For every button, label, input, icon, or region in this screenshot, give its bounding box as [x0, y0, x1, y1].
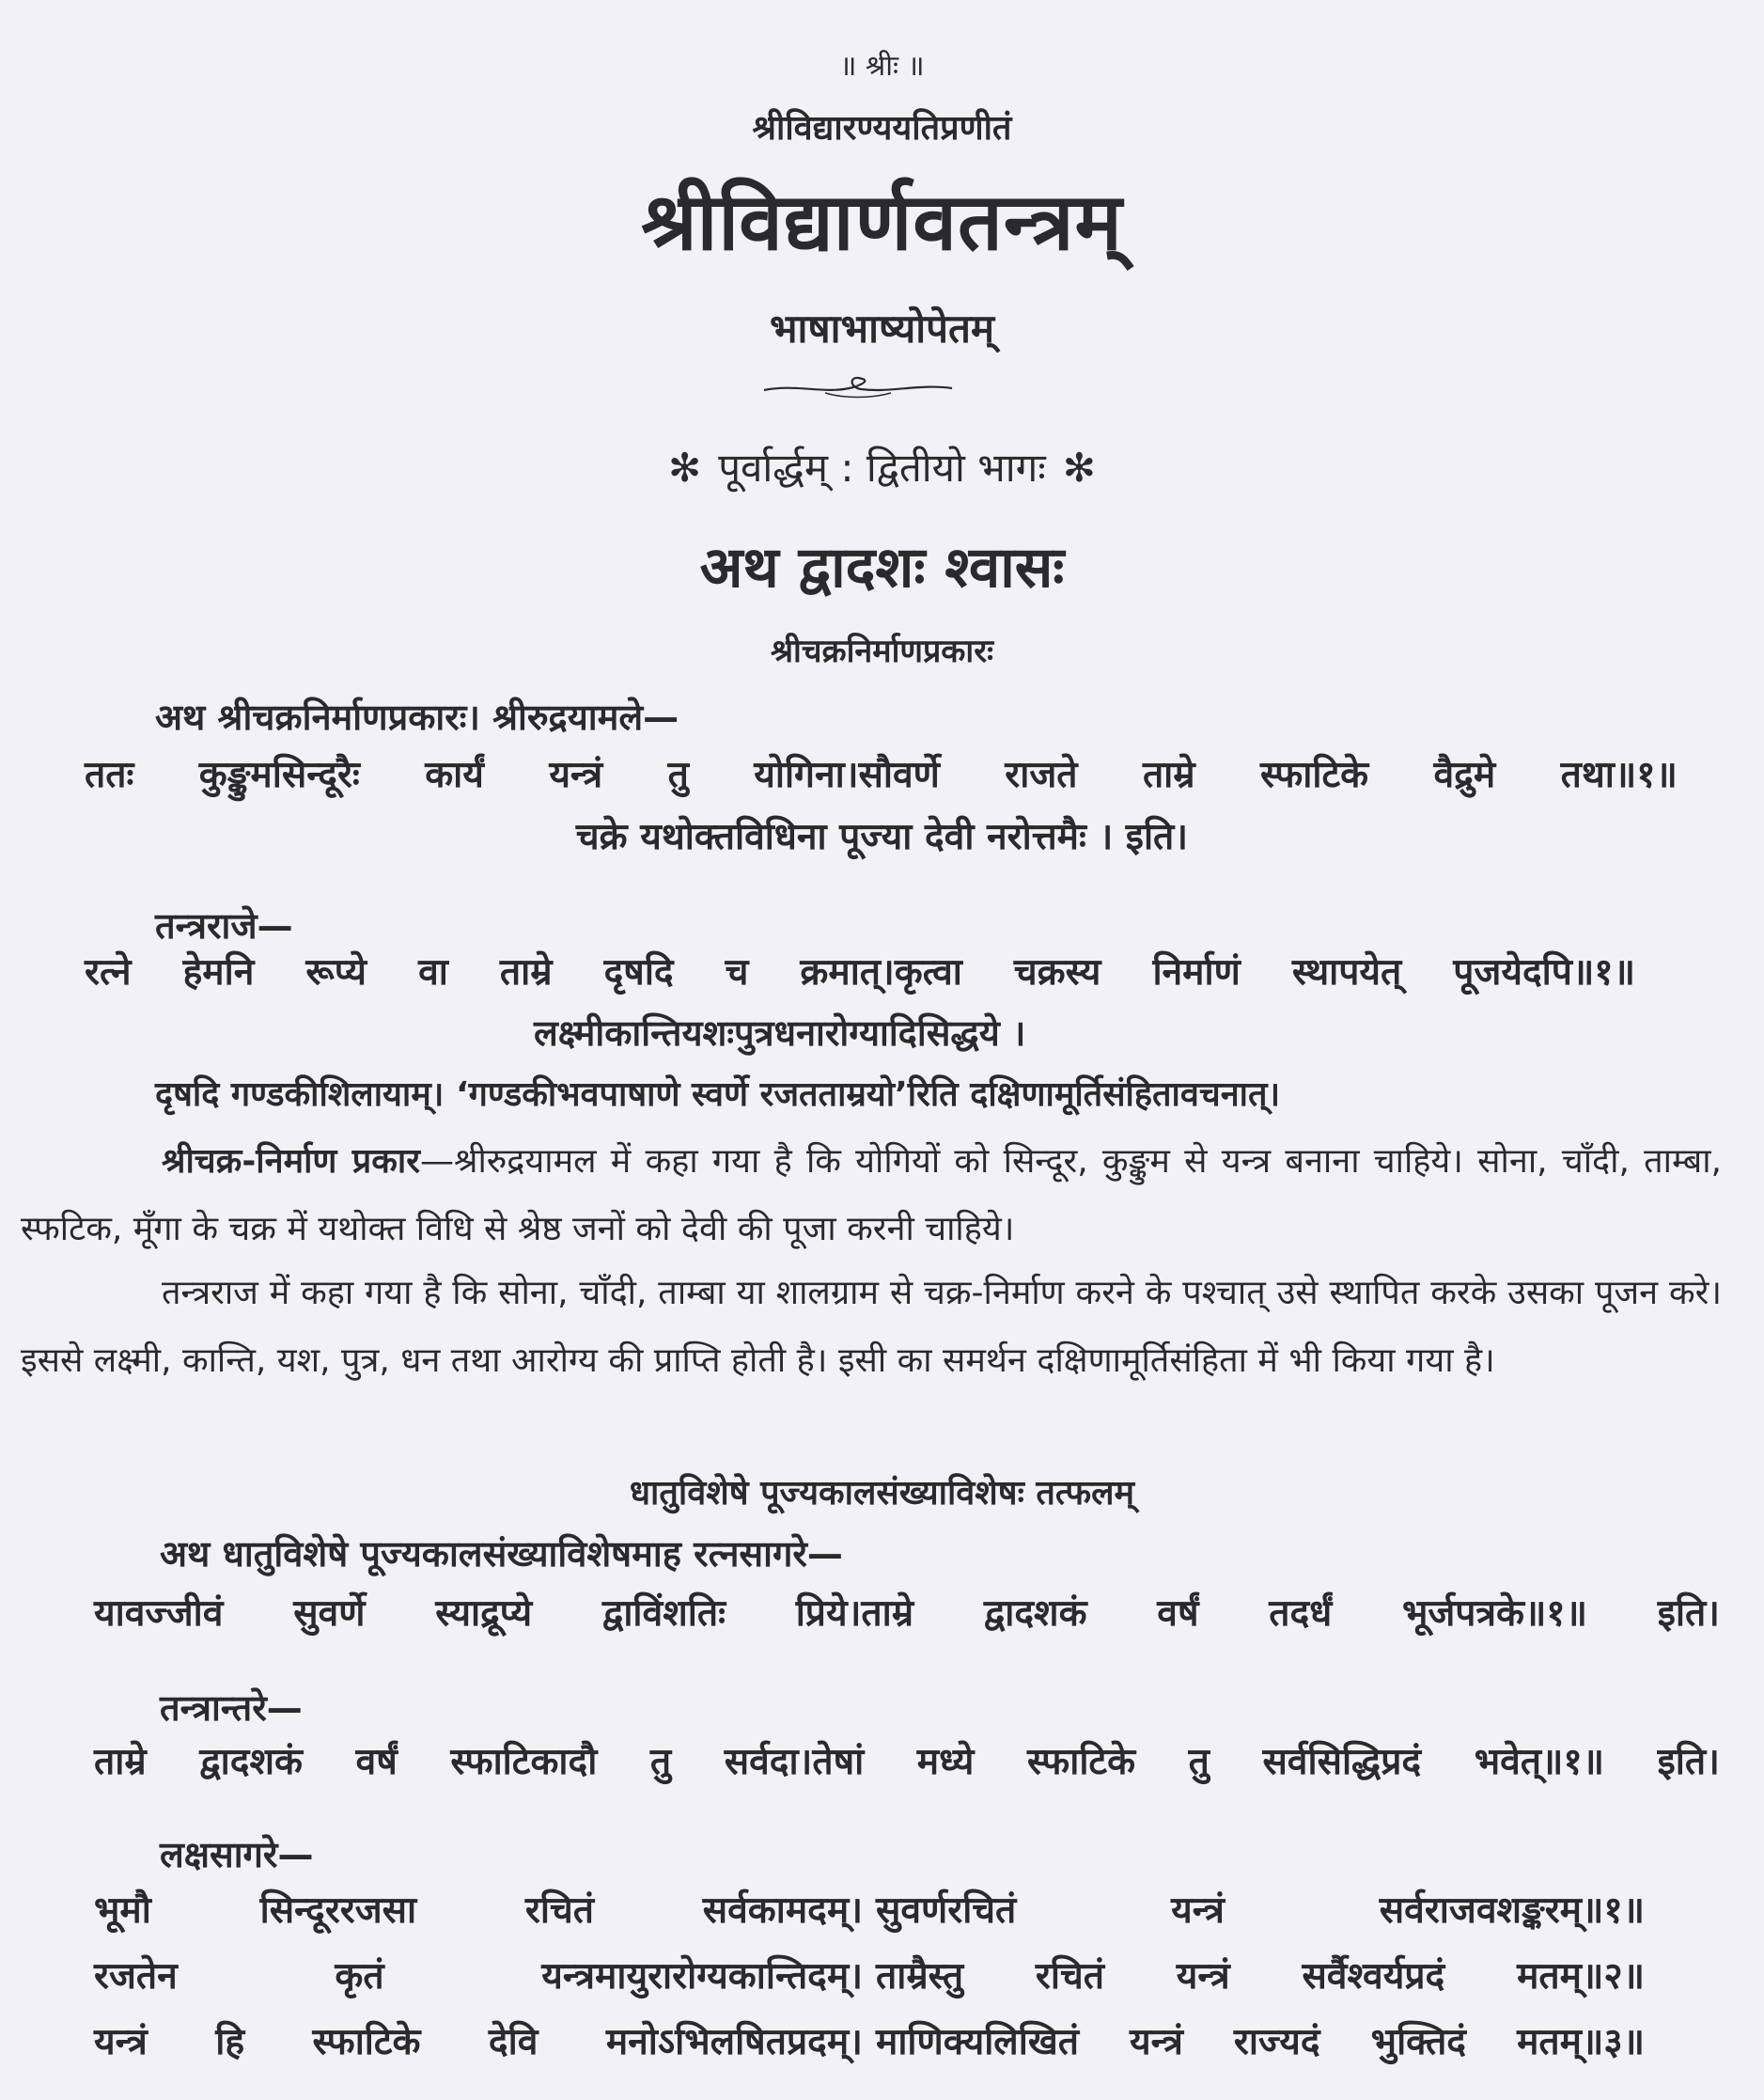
verse-word: तु: [667, 754, 689, 796]
verse-word: कुङ्कुमसिन्दूरैः: [198, 754, 360, 796]
verse-word: ताम्रे: [499, 951, 553, 994]
verse-word: हि: [215, 2021, 245, 2063]
section2-intro: अथ धातुविशेषे पूज्यकालसंख्याविशेषमाह रत्नसागरे—: [160, 1533, 843, 1575]
tantraraja-label: तन्त्रराजे—: [155, 905, 293, 947]
verse-word: वर्षं: [355, 1741, 398, 1783]
verse-word: सर्वैश्वर्यप्रदं: [1302, 1955, 1445, 1998]
verse-word: रत्ने: [85, 951, 132, 994]
commentary-1-text: —श्रीरुद्रयामल में कहा गया है कि योगियों को सिन्दूर, कुङ्कुम से यन्त्र बनाना चाहिये। सोना, चाँदी, ताम्बा, स्फटिक, मूँगा के चक्र में यथोक्त विधि से श्रेष्ठ जनों को देवी की पूजा करनी चाहिये।: [21, 1142, 1723, 1248]
verse-word: च: [725, 951, 749, 994]
section1-intro: अथ श्रीचक्रनिर्माणप्रकारः। श्रीरुद्रयामले—: [155, 697, 679, 738]
verse-word: माणिक्यलिखितं: [876, 2021, 1079, 2063]
asterisk-left-icon: ✻: [668, 445, 702, 491]
verse-1b: चक्रे यथोक्तविधिना पूज्या देवी नरोत्तमैः । इति।: [575, 816, 1189, 858]
verse-word: मनोऽभिलषितप्रदम्।: [605, 2021, 863, 2063]
verse-word: वर्षं: [1157, 1592, 1199, 1635]
section-heading-2: धातुविशेषे पूज्यकालसंख्याविशेषः तत्फलम्: [629, 1474, 1135, 1512]
verse-word: तदर्धं: [1269, 1592, 1333, 1635]
verse-word: सुवर्णरचितं: [876, 1889, 1017, 1932]
verse-word: स्फाटिके: [1260, 754, 1369, 796]
couplet-3: [94, 2015, 1645, 2065]
verse-word: ततः: [85, 754, 134, 796]
verse-word: रचितं: [1035, 1955, 1104, 1998]
verse-word: स्फाटिके: [312, 2021, 421, 2063]
gloss-line: दृषदि गण्डकीशिलायाम्। ‘गण्डकीभवपाषाणे स्वर्णे रजतताम्रयो’रिति दक्षिणामूर्तिसंहितावचनात्।: [155, 1075, 1281, 1114]
verse-word: स्थापयेत्: [1291, 951, 1402, 994]
verse-word: सर्वदा।तेषां: [724, 1741, 865, 1783]
verse-word: सर्वसिद्धिप्रदं: [1262, 1741, 1422, 1783]
commentary-2: [21, 1260, 1722, 1395]
verse-word: कार्यं: [425, 754, 484, 796]
verse-1c: [85, 946, 1635, 995]
verse-word: स्फाटिकादौ: [450, 1741, 598, 1783]
verse-word: यावज्जीवं: [94, 1592, 224, 1635]
verse-1d: लक्ष्मीकान्तियशःपुत्रधनारोग्यादिसिद्धये ।: [534, 1012, 1026, 1054]
verse-word: इति।: [1657, 1592, 1720, 1635]
invocation: ॥ श्रीः ॥: [839, 50, 925, 83]
verse-word: दृषदि: [603, 951, 674, 994]
verse-word: निर्माणं: [1152, 951, 1241, 994]
couplet-2: [94, 1950, 1645, 1999]
verse-word: स्याद्रूप्ये: [435, 1592, 533, 1635]
verse-word: रूप्ये: [305, 951, 367, 994]
verse-word: भवेत्॥१॥: [1474, 1741, 1605, 1783]
verse-word: यन्त्रं: [549, 754, 603, 796]
tantrantara-label: तन्त्रान्तरे—: [160, 1687, 303, 1729]
verse-word: प्रिये।ताम्रे: [795, 1592, 914, 1635]
verse-word: चक्रस्य: [1013, 951, 1101, 994]
verse-word: यन्त्रं: [1171, 1889, 1225, 1932]
commentary-1-heading: श्रीचक्र-निर्माण प्रकार: [162, 1142, 420, 1181]
verse-word: हेमनि: [182, 951, 255, 994]
verse-word: ताम्रे: [1142, 754, 1195, 796]
verse-word: मतम्॥२॥: [1517, 1955, 1645, 1998]
commentary-2-text: तन्त्रराज में कहा गया है कि सोना, चाँदी, ताम्बा या शालग्राम से चक्र-निर्माण करने के पश्चात् उसे स्थापित करके उसका पूजन करे। इससे लक्ष्मी, कान्ति, यश, पुत्र, धन तथा आरोग्य की प्राप्ति होती है। इसी का समर्थन दक्षिणामूर्तिसंहिता में भी किया गया है।: [21, 1274, 1722, 1380]
verse-word: यन्त्रं: [1130, 2021, 1183, 2063]
verse-word: सुवर्णे: [293, 1592, 366, 1635]
verse-word: इति।: [1657, 1741, 1720, 1783]
verse-1a: [85, 748, 1678, 798]
couplet-1: [94, 1884, 1645, 1934]
verse-word: मतम्॥३॥: [1517, 2021, 1645, 2063]
ornament-divider: [759, 374, 957, 400]
section-heading-1: श्रीचक्रनिर्माणप्रकारः: [770, 633, 993, 670]
verse-word: पूजयेदपि॥१॥: [1453, 951, 1635, 994]
verse-word: यन्त्रमायुरारोग्यकान्तिदम्।: [541, 1955, 863, 1998]
verse-word: रचितं: [524, 1889, 594, 1932]
verse-word: भूमौ: [94, 1889, 151, 1932]
verse-word: वा: [418, 951, 448, 994]
verse-word: ताम्रैस्तु: [876, 1955, 964, 1998]
verse-word: वैद्रुमे: [1433, 754, 1496, 796]
verse-word: सिन्दूररजसा: [259, 1889, 417, 1932]
lakshasagara-label: लक्षसागरे—: [160, 1834, 314, 1875]
verse-2a: [94, 1587, 1720, 1637]
verse-word: राज्यदं: [1233, 2021, 1320, 2063]
part-line: [0, 440, 1764, 494]
verse-word: देवि: [488, 2021, 539, 2063]
verse-word: भुक्तिदं: [1370, 2021, 1467, 2063]
verse-word: रजतेन: [94, 1955, 178, 1998]
asterisk-right-icon: ✻: [1062, 445, 1096, 491]
book-subtitle: भाषाभाष्योपेतम्: [769, 306, 995, 352]
verse-word: भूर्जपत्रके॥१॥: [1401, 1592, 1587, 1635]
verse-word: तथा॥१॥: [1560, 754, 1678, 796]
verse-word: द्वाविंशतिः: [601, 1592, 726, 1635]
verse-word: सर्वकामदम्।: [702, 1889, 863, 1932]
verse-word: यन्त्रं: [1176, 1955, 1230, 1998]
verse-word: तु: [649, 1741, 672, 1783]
verse-word: तु: [1188, 1741, 1210, 1783]
verse-word: यन्त्रं: [94, 2021, 148, 2063]
verse-word: स्फाटिके: [1026, 1741, 1136, 1783]
book-title: श्रीविद्यार्णवतन्त्रम्: [641, 176, 1123, 268]
verse-word: मध्ये: [916, 1741, 975, 1783]
commentary-1: [21, 1128, 1722, 1263]
part-text: पूर्वार्द्धम् : द्वितीयो भागः: [718, 445, 1046, 491]
chapter-heading: अथ द्वादशः श्वासः: [699, 535, 1065, 601]
verse-word: ताम्रे: [94, 1741, 147, 1783]
verse-2b: [94, 1735, 1720, 1785]
author-line: श्रीविद्यारण्ययतिप्रणीतं: [752, 109, 1012, 148]
verse-word: सर्वराजवशङ्करम्॥१॥: [1379, 1889, 1645, 1932]
verse-word: द्वादशकं: [199, 1741, 303, 1783]
verse-word: द्वादशकं: [983, 1592, 1087, 1635]
verse-word: कृतं: [335, 1955, 384, 1998]
verse-word: राजते: [1005, 754, 1078, 796]
verse-word: योगिना।सौवर्णे: [754, 754, 940, 796]
verse-word: क्रमात्।कृत्वा: [800, 951, 962, 994]
